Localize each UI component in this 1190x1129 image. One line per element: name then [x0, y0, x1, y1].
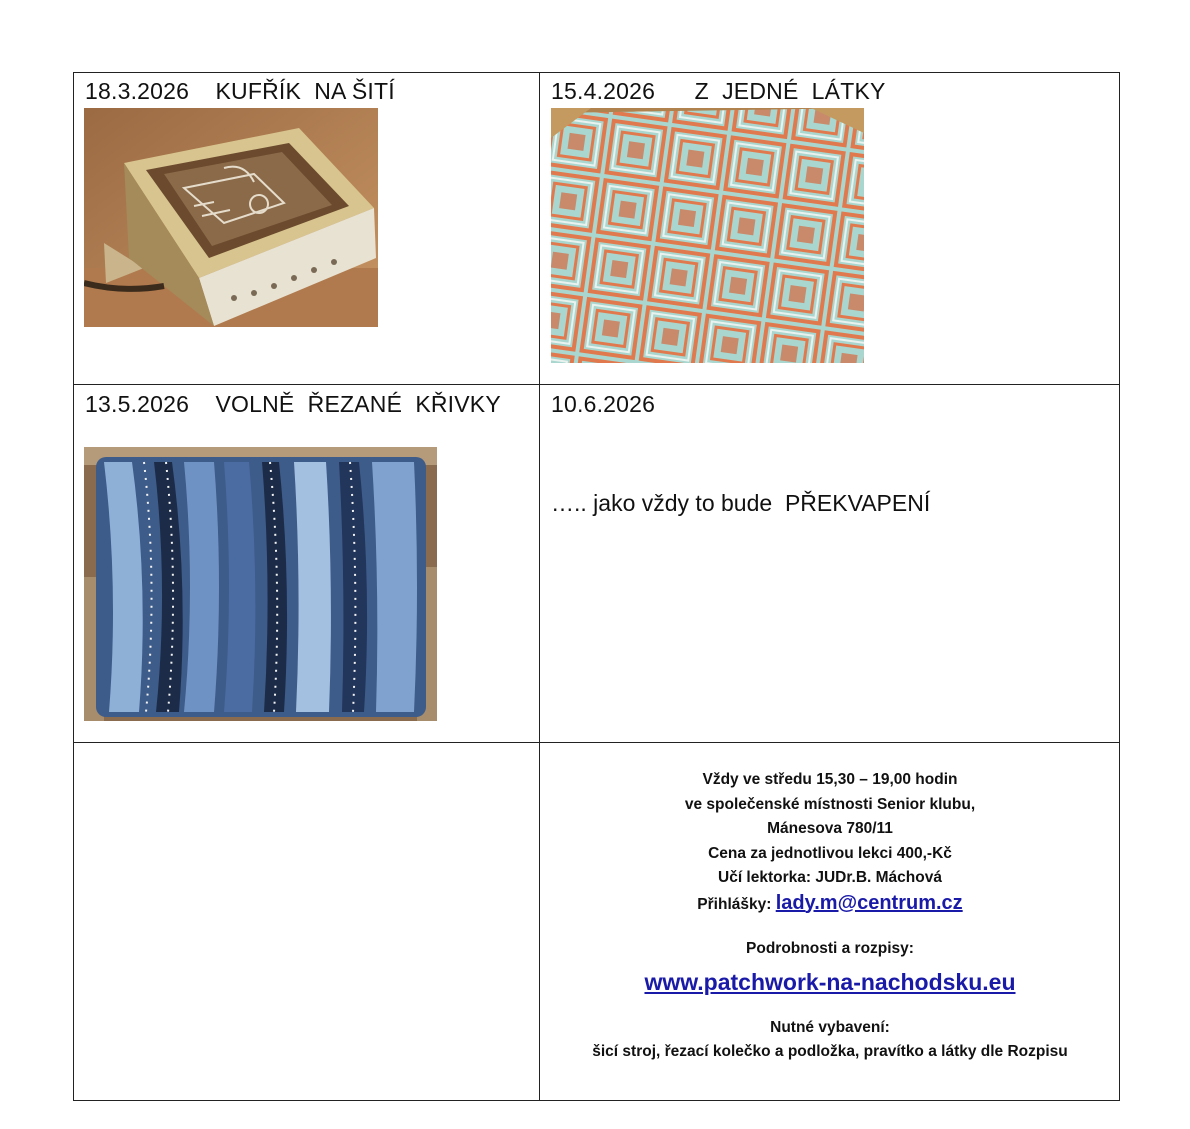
cell-3-heading: [85, 391, 501, 418]
column-divider: [539, 72, 540, 1101]
cell-3-title: VOLNĚ ŘEZANÉ KŘIVKY: [215, 391, 501, 417]
equipment-label: Nutné vybavení:: [770, 1018, 890, 1036]
details-label: Podrobnosti a rozpisy:: [746, 940, 914, 957]
row-divider: [73, 384, 1120, 385]
row-divider: [73, 742, 1120, 743]
info-venue: ve společenské místnosti Senior klubu,: [684, 795, 976, 813]
info-price: Cena za jednotlivou lekci 400,-Kč: [708, 844, 952, 862]
equipment-list: šicí stroj, řezací kolečko a podložka, pravítko a látky dle Rozpisu: [592, 1043, 1068, 1060]
cell-2-title: Z JEDNÉ LÁTKY: [694, 78, 886, 104]
info-address: Mánesova 780/11: [767, 820, 893, 837]
cell-1-date: 18.3.2026: [85, 78, 190, 104]
cell-2-heading: [551, 78, 886, 105]
denim-pillow-photo: [84, 447, 437, 721]
cell-4-date: 10.6.2026: [551, 391, 656, 417]
sewing-case-photo: [84, 108, 378, 327]
info-schedule: Vždy ve středu 15,30 – 19,00 hodin: [702, 771, 958, 788]
course-info: [541, 768, 1119, 1065]
quilt-photo: [551, 108, 864, 363]
cell-2-date: 15.4.2026: [551, 78, 656, 104]
info-lecturer: Učí lektorka: JUDr.B. Máchová: [718, 869, 942, 886]
info-signup: [541, 891, 1119, 918]
surprise-text: ….. jako vždy to bude PŘEKVAPENÍ: [551, 490, 931, 516]
signup-label: Přihlášky:: [697, 895, 772, 913]
email-link[interactable]: lady.m@centrum.cz: [775, 891, 963, 914]
cell-3-date: 13.5.2026: [85, 391, 190, 417]
website-link[interactable]: www.patchwork-na-nachodsku.eu: [644, 968, 1016, 995]
cell-1-title: KUFŘÍK NA ŠITÍ: [215, 78, 395, 104]
cell-1-heading: [85, 78, 395, 105]
